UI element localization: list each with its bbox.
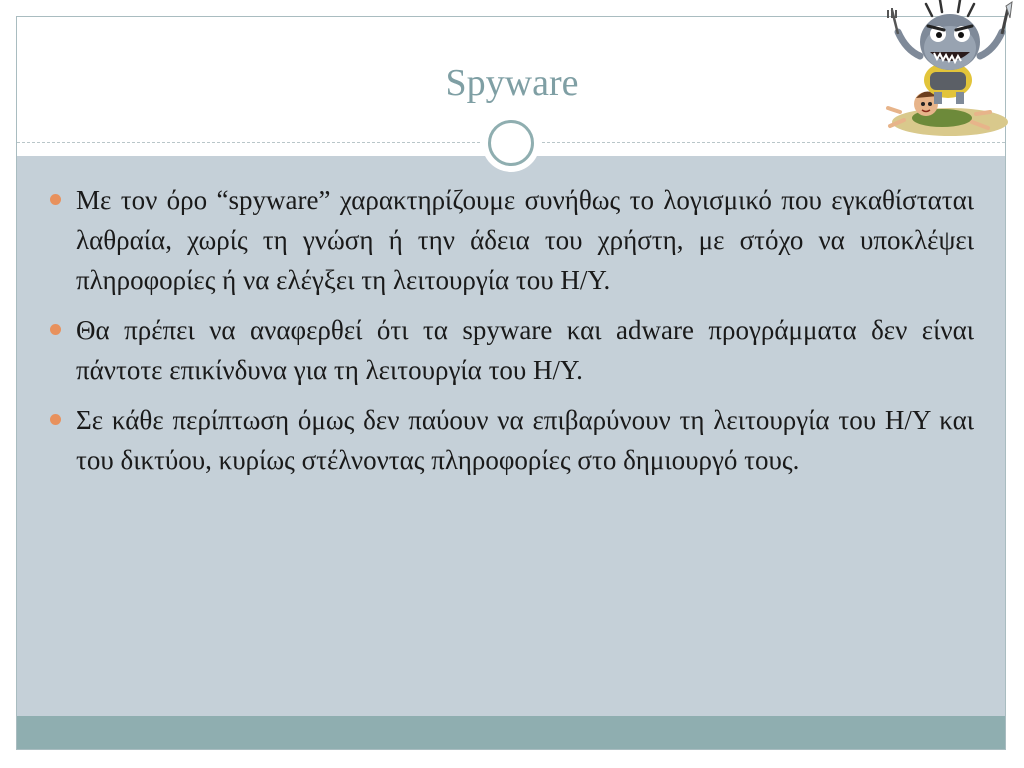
spyware-monster-icon (880, 0, 1015, 145)
divider-ring-icon (482, 114, 540, 172)
bullet-text: Θα πρέπει να αναφερθεί ότι τα spyware και adware προγράμματα δεν είναι πάντοτε επικίνδυνα για τη λειτουργία του Η/Υ. (76, 315, 974, 385)
bullet-item (50, 180, 974, 300)
bullet-dot-icon (50, 194, 61, 205)
bullet-dot-icon (50, 324, 61, 335)
bullet-list (50, 180, 974, 490)
bullet-text: Με τον όρο “spyware” χαρακτηρίζουμε συνήθως το λογισμικό που εγκαθίσταται λαθραία, χωρίς τη γνώση ή την άδεια του χρήστη, με στόχο να υποκλέψει πληροφορίες ή να ελέγξει τη λειτουργία του Η/Υ. (76, 185, 974, 295)
bullet-item (50, 400, 974, 480)
bullet-text: Σε κάθε περίπτωση όμως δεν παύουν να επιβαρύνουν τη λειτουργία του Η/Υ και του δικτύου, κυρίως στέλνοντας πληροφορίες στο δημιουργό τους. (76, 405, 974, 475)
footer-band (17, 716, 1005, 749)
divider-ring-inner (488, 120, 534, 166)
bullet-item (50, 310, 974, 390)
slide-title: Spyware (445, 62, 579, 104)
bullet-dot-icon (50, 414, 61, 425)
